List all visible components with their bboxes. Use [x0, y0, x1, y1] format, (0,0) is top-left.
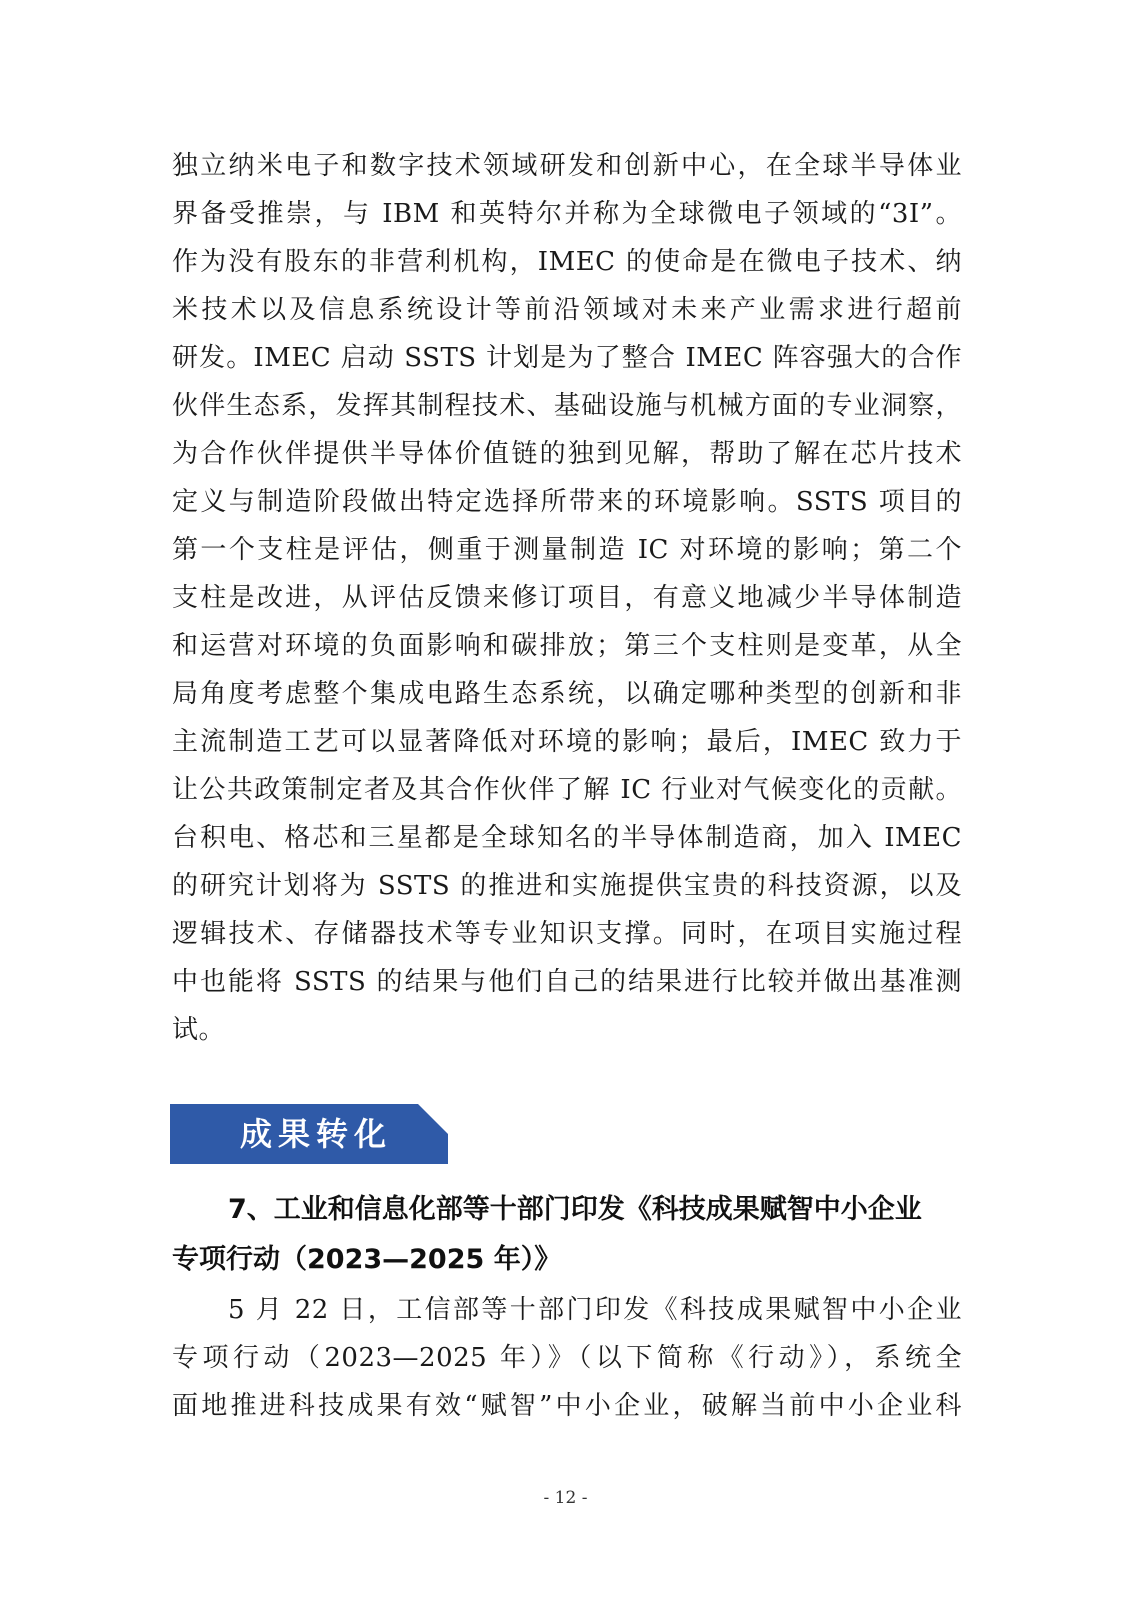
- paragraph-line: 第一个支柱是评估，侧重于测量制造 IC 对环境的影响；第二个: [172, 535, 962, 565]
- paragraph-line: 定义与制造阶段做出特定选择所带来的环境影响。SSTS 项目的: [172, 487, 962, 517]
- paragraph-line: 台积电、格芯和三星都是全球知名的半导体制造商，加入 IMEC: [172, 823, 962, 853]
- heading-line: 专项行动（2023—2025 年）》: [172, 1244, 562, 1275]
- article-heading: [172, 1185, 962, 1285]
- paragraph-line: 试。: [172, 1015, 226, 1045]
- paragraph-line: 逻辑技术、存储器技术等专业知识支撑。同时，在项目实施过程: [172, 919, 962, 949]
- paragraph-line: 中也能将 SSTS 的结果与他们自己的结果进行比较并做出基准测: [172, 967, 962, 997]
- paragraph-line: 面地推进科技成果有效“赋智”中小企业，破解当前中小企业科: [172, 1391, 962, 1421]
- paragraph-line: 米技术以及信息系统设计等前沿领域对未来产业需求进行超前: [172, 295, 962, 325]
- section-banner: [170, 1104, 448, 1164]
- paragraph-line: 让公共政策制定者及其合作伙伴了解 IC 行业对气候变化的贡献。: [172, 775, 962, 805]
- paragraph-line: 支柱是改进，从评估反馈来修订项目，有意义地减少半导体制造: [172, 583, 962, 613]
- paragraph-line: 的研究计划将为 SSTS 的推进和实施提供宝贵的科技资源，以及: [172, 871, 962, 901]
- paragraph-line: 界备受推崇，与 IBM 和英特尔并称为全球微电子领域的“3I”。: [172, 199, 962, 229]
- page-number: - 12 -: [543, 1488, 588, 1508]
- section-title: 成果转化: [240, 1115, 393, 1153]
- paragraph-line: 伙伴生态系，发挥其制程技术、基础设施与机械方面的专业洞察，: [172, 391, 962, 421]
- paragraph-line: 研发。IMEC 启动 SSTS 计划是为了整合 IMEC 阵容强大的合作: [172, 343, 962, 373]
- paragraph-line: 局角度考虑整个集成电路生态系统，以确定哪种类型的创新和非: [172, 679, 962, 709]
- paragraph-line: 主流制造工艺可以显著降低对环境的影响；最后，IMEC 致力于: [172, 727, 962, 757]
- paragraph-line: 作为没有股东的非营利机构，IMEC 的使命是在微电子技术、纳: [172, 247, 962, 277]
- paragraph-line: 5 月 22 日，工信部等十部门印发《科技成果赋智中小企业: [228, 1295, 962, 1325]
- paragraph-line: 和运营对环境的负面影响和碳排放；第三个支柱则是变革，从全: [172, 631, 962, 661]
- paragraph-line: 为合作伙伴提供半导体价值链的独到见解，帮助了解在芯片技术: [172, 439, 962, 469]
- heading-line: 7、工业和信息化部等十部门印发《科技成果赋智中小企业: [228, 1194, 922, 1225]
- body-paragraph-2: [172, 1286, 962, 1430]
- body-paragraph-1: [172, 142, 962, 1054]
- paragraph-line: 独立纳米电子和数字技术领域研发和创新中心，在全球半导体业: [172, 151, 962, 181]
- paragraph-line: 专项行动（2023—2025 年）》（以下简称《行动》），系统全: [172, 1343, 962, 1373]
